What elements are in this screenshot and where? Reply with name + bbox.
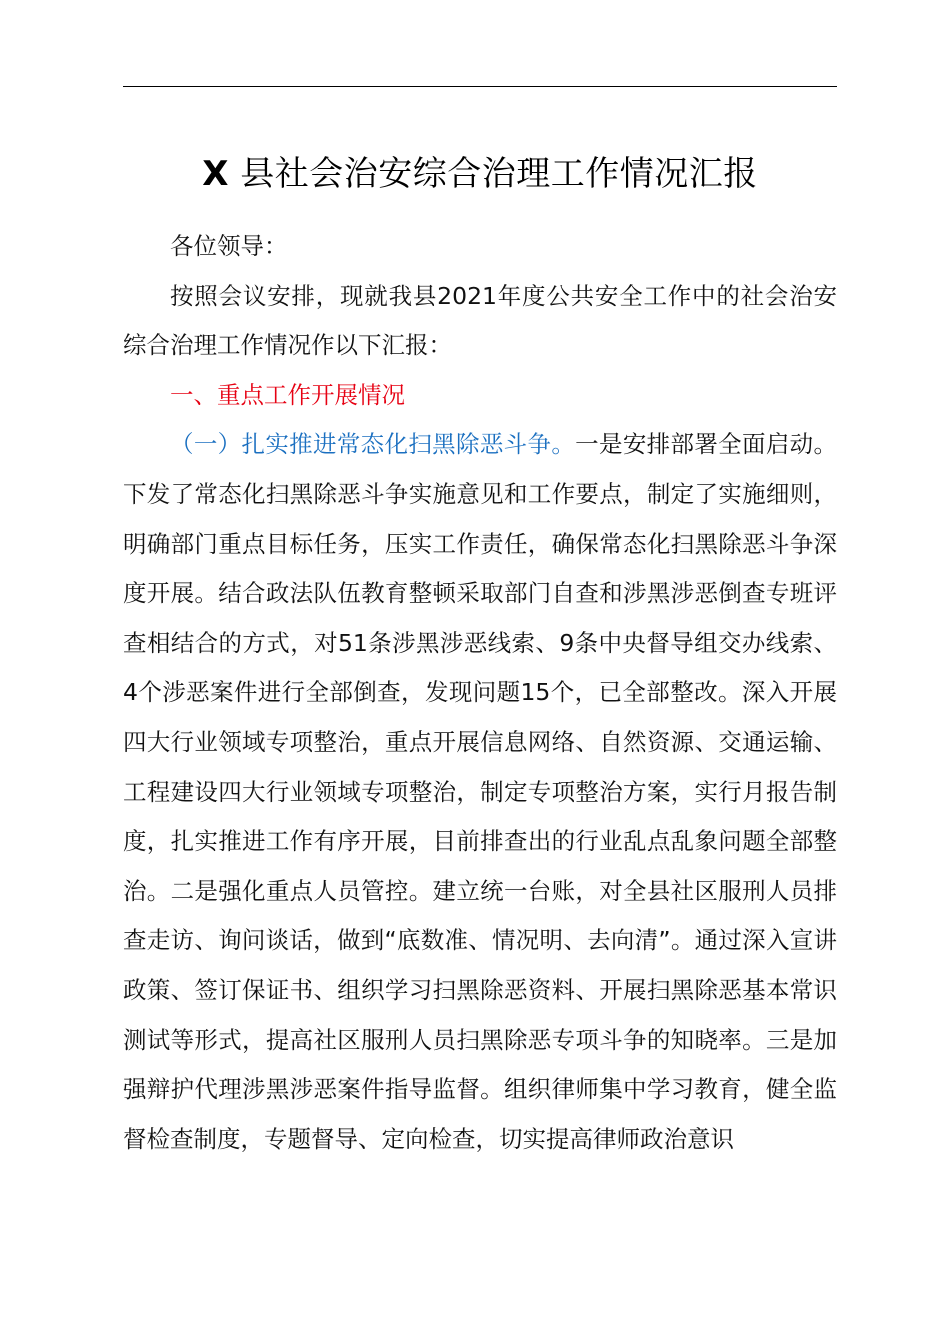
subsection-paragraph <box>123 420 837 1164</box>
salutation: 各位领导： <box>170 232 288 260</box>
subsection-body: 一是安排部署全面启动。下发了常态化扫黑除恶斗争实施意见和工作要点，制定了实施细则，明确部门重点目标任务，压实工作责任，确保常态化扫黑除恶斗争深度开展。结合政法队伍教育整顿采取部门自查和涉黑涉恶倒查专班评查相结合的方式，对51条涉黑涉恶线索、9条中央督导组交办线索、4个涉恶案件进行全部倒查，发现问题15个，已全部整改。深入开展四大行业领域专项整治，重点开展信息网络、自然资源、交通运输、工程建设四大行业领域专项整治，制定专项整治方案，实行月报告制度，扎实推进工作有序开展，目前排查出的行业乱点乱象问题全部整治。二是强化重点人员管控。建立统一台账，对全县社区服刑人员排查走访、询问谈话，做到“底数准、情况明、去向清”。通过深入宣讲政策、签订保证书、组织学习扫黑除恶资料、开展扫黑除恶基本常识测试等形式，提高社区服刑人员扫黑除恶专项斗争的知晓率。三是加强辩护代理涉黑涉恶案件指导监督。组织律师集中学习教育，健全监督检查制度，专题督导、定向检查，切实提高律师政治意识 <box>123 430 838 1153</box>
title-text: 县社会治安综合治理工作情况汇报 <box>240 154 758 194</box>
subsection-heading: （一）扎实推进常态化扫黑除恶斗争。 <box>170 430 576 459</box>
title-prefix: X <box>202 154 229 194</box>
document-title <box>123 150 837 198</box>
document-body <box>123 222 837 1164</box>
intro-paragraph: 按照会议安排，现就我县2021年度公共安全工作中的社会治安综合治理工作情况作以下汇报： <box>123 281 837 360</box>
section-heading: 一、重点工作开展情况 <box>170 380 405 409</box>
header-rule <box>123 86 837 87</box>
